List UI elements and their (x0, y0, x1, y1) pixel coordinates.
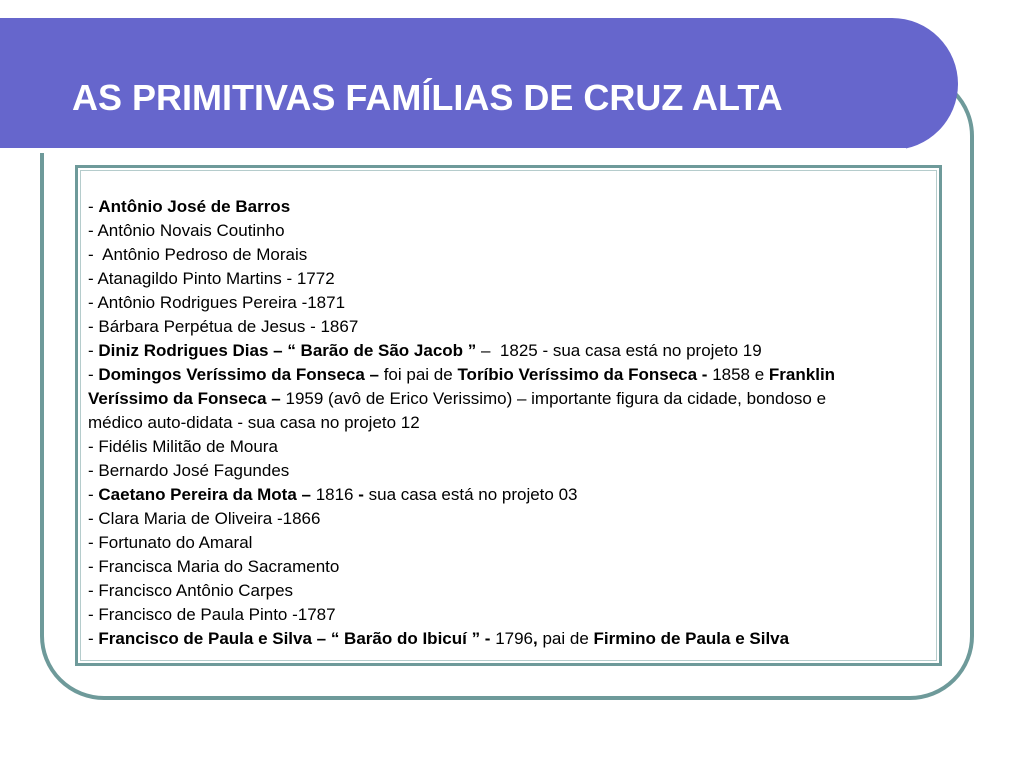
entry-text: Bernardo José Fagundes (98, 461, 290, 480)
entry-text: Bárbara Perpétua de Jesus - 1867 (98, 317, 359, 336)
entry-text: - (88, 533, 99, 552)
entry-text: - (88, 509, 99, 528)
entry-text: - (88, 629, 99, 648)
entry-text: 1959 (avô de Erico Verissimo) – importante figura da cidade, bondoso e médico auto-didata - sua casa no projeto 12 (88, 389, 831, 432)
entry-text: Antônio Novais Coutinho (97, 221, 285, 240)
family-entry (88, 267, 878, 291)
slide-title: AS PRIMITIVAS FAMÍLIAS DE CRUZ ALTA (72, 77, 783, 118)
entry-text: - (88, 581, 99, 600)
entry-text: Atanagildo Pinto Martins - 1772 (97, 269, 335, 288)
entry-text: - (88, 269, 98, 288)
entry-bold-text: Antônio José de Barros (98, 197, 291, 216)
entry-bold-text: - (358, 485, 364, 504)
entry-bold-text: Caetano Pereira da Mota – (98, 485, 311, 504)
entry-text: 1816 (310, 485, 359, 504)
entry-text: pai de (537, 629, 594, 648)
family-entry (88, 363, 878, 435)
entry-text: Francisco Antônio Carpes (98, 581, 294, 600)
family-entry (88, 315, 878, 339)
entry-bold-text: Franklin Veríssimo da Fonseca – (88, 365, 840, 408)
entry-text: 1796 (490, 629, 534, 648)
family-list (88, 195, 878, 651)
entry-text: - (88, 557, 99, 576)
entry-text: 1858 e (707, 365, 769, 384)
entry-text: Antônio Pedroso de Morais (102, 245, 308, 264)
family-entry (88, 195, 878, 219)
entry-text: - (88, 341, 99, 360)
entry-text: - (88, 317, 99, 336)
family-entry (88, 531, 878, 555)
entry-bold-text: Firmino de Paula e Silva (593, 629, 790, 648)
entry-text: Antônio Rodrigues Pereira -1871 (97, 293, 346, 312)
entry-text: Francisco de Paula Pinto -1787 (98, 605, 336, 624)
entry-text: Francisca Maria do Sacramento (98, 557, 340, 576)
family-entry (88, 627, 878, 651)
family-entry (88, 219, 878, 243)
entry-bold-text: Diniz Rodrigues Dias – “ Barão de São Jacob ” (98, 341, 477, 360)
entry-text: - (88, 605, 99, 624)
entry-bold-text: Domingos Veríssimo da Fonseca – (98, 365, 379, 384)
entry-bold-text: , (533, 629, 538, 648)
entry-text: Fortunato do Amaral (98, 533, 253, 552)
entry-text: - (88, 197, 99, 216)
entry-text: sua casa está no projeto 03 (363, 485, 578, 504)
entry-text: - (88, 437, 99, 456)
family-entry (88, 339, 878, 363)
family-entry (88, 579, 878, 603)
family-entry (88, 291, 878, 315)
title-underline (0, 148, 906, 153)
family-entry (88, 507, 878, 531)
entry-bold-text: Toríbio Veríssimo da Fonseca - (457, 365, 708, 384)
title-band (0, 18, 958, 150)
entry-text: - (88, 221, 98, 240)
family-entry (88, 555, 878, 579)
family-entry (88, 243, 878, 267)
entry-text: – 1825 - sua casa está no projeto 19 (476, 341, 762, 360)
entry-text: - (88, 245, 103, 264)
family-entry (88, 603, 878, 627)
entry-text: Clara Maria de Oliveira -1866 (98, 509, 321, 528)
family-entry (88, 483, 878, 507)
entry-text: foi pai de (378, 365, 458, 384)
content-box (75, 165, 942, 666)
entry-bold-text: Francisco de Paula e Silva – “ Barão do Ibicuí ” - (98, 629, 491, 648)
entry-text: - (88, 485, 99, 504)
entry-text: - (88, 365, 99, 384)
family-entry (88, 435, 878, 459)
entry-text: - (88, 461, 99, 480)
entry-text: Fidélis Militão de Moura (98, 437, 278, 456)
family-entry (88, 459, 878, 483)
entry-text: - (88, 293, 98, 312)
